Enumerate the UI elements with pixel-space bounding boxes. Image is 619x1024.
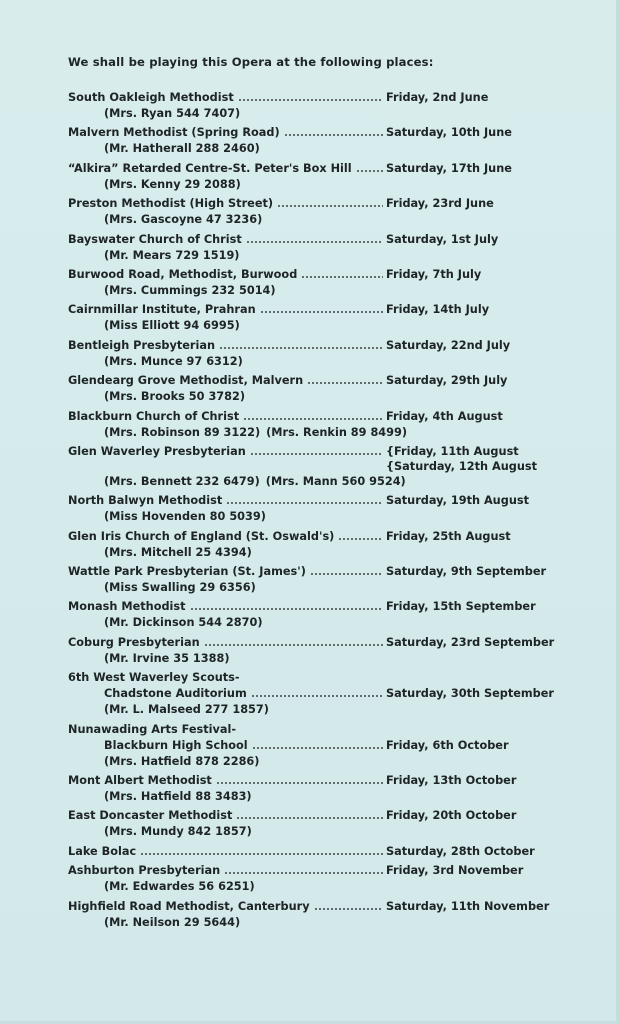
dot-leader xyxy=(204,643,383,647)
venue-name: Coburg Presbyterian xyxy=(68,635,200,649)
dot-leader xyxy=(356,169,383,173)
performance-date: Friday, 23rd June xyxy=(386,197,494,211)
venue-line xyxy=(68,338,568,354)
venue-entry xyxy=(68,722,568,770)
performance-date: Saturday, 10th June xyxy=(386,126,512,140)
contact-line xyxy=(68,283,568,299)
dot-leader xyxy=(226,501,383,505)
performance-date-2: {Saturday, 12th August xyxy=(386,459,538,473)
performance-date: Friday, 7th July xyxy=(386,267,482,281)
venue-name: South Oakleigh Methodist xyxy=(68,91,234,104)
venue-name: Burwood Road, Methodist, Burwood xyxy=(68,267,298,281)
dot-leader xyxy=(250,452,383,456)
venue-entry xyxy=(68,493,568,525)
venue-line xyxy=(68,493,568,509)
contact-line xyxy=(68,425,568,441)
contact-person: (Mr. Hatherall 288 2460) xyxy=(104,142,260,156)
performance-date: {Friday, 11th August xyxy=(386,444,519,458)
contact-line xyxy=(68,177,568,193)
performance-date: Saturday, 17th June xyxy=(386,161,512,175)
dot-leader xyxy=(284,133,383,137)
contact-line xyxy=(68,879,568,895)
contact-person: (Mrs. Kenny 29 2088) xyxy=(104,177,241,191)
venue-entry xyxy=(68,196,568,228)
dot-leader xyxy=(310,572,383,576)
venue-name: East Doncaster Methodist xyxy=(68,809,233,823)
performance-date: Saturday, 30th September xyxy=(386,687,554,701)
contact-line xyxy=(68,248,568,264)
contact-person: (Mrs. Mundy 842 1857) xyxy=(104,825,252,839)
dot-leader xyxy=(260,310,383,314)
venue-entry xyxy=(68,844,568,860)
performance-date: Friday, 14th July xyxy=(386,303,490,317)
venue-name: Glen Iris Church of England (St. Oswald's) xyxy=(68,529,335,543)
performance-date: Saturday, 23rd September xyxy=(386,635,555,649)
dot-leader xyxy=(301,275,383,279)
performance-date: Friday, 4th August xyxy=(386,409,503,423)
contact-line xyxy=(68,509,568,525)
venue-entry xyxy=(68,232,568,264)
performance-date: Saturday, 1st July xyxy=(386,232,499,246)
performance-date: Saturday, 9th September xyxy=(386,565,547,579)
performance-date: Friday, 13th October xyxy=(386,774,517,788)
venue-name: Glendearg Grove Methodist, Malvern xyxy=(68,374,304,388)
venue-entry xyxy=(68,90,568,122)
contact-person: (Mr. Irvine 35 1388) xyxy=(104,651,230,665)
venue-line xyxy=(68,564,568,580)
venue-name-part-1: Nunawading Arts Festival- xyxy=(68,722,237,736)
contact-person: (Mrs. Mann 560 9524) xyxy=(265,474,406,488)
dot-leader xyxy=(338,537,383,541)
performance-date: Saturday, 19th August xyxy=(386,494,529,508)
venue-name: Wattle Park Presbyterian (St. James') xyxy=(68,565,306,579)
venue-line xyxy=(68,232,568,248)
venue-line xyxy=(68,863,568,879)
contact-person: (Mrs. Renkin 89 8499) xyxy=(266,425,408,439)
venue-name: Cairnmillar Institute, Prahran xyxy=(68,303,256,317)
performance-date: Friday, 3rd November xyxy=(386,864,524,878)
contact-line xyxy=(68,318,568,334)
venue-entry xyxy=(68,863,568,895)
dot-leader xyxy=(238,98,383,102)
venue-name: Mont Albert Methodist xyxy=(68,774,212,788)
contact-line xyxy=(68,106,568,122)
venue-entry xyxy=(68,409,568,441)
venue-entry xyxy=(68,635,568,667)
performance-date: Saturday, 11th November xyxy=(386,899,550,913)
venue-line xyxy=(68,125,568,141)
page-heading: We shall be playing this Opera at the following places: xyxy=(68,55,434,69)
venue-entry xyxy=(68,373,568,405)
contact-line xyxy=(68,789,568,805)
venue-line xyxy=(68,529,568,545)
venue-name: North Balwyn Methodist xyxy=(68,494,223,508)
performance-date: Saturday, 28th October xyxy=(386,844,535,858)
dot-leader xyxy=(243,417,383,421)
venue-line xyxy=(68,444,568,460)
venue-entry xyxy=(68,670,568,718)
contact-line xyxy=(68,824,568,840)
venue-name: Blackburn High School xyxy=(104,738,248,752)
venue-entry xyxy=(68,808,568,840)
venue-name: Bayswater Church of Christ xyxy=(68,232,242,246)
venue-line xyxy=(68,599,568,615)
contact-person: (Mrs. Mitchell 25 4394) xyxy=(104,545,252,559)
contact-line xyxy=(68,615,568,631)
contact-person: (Mrs. Bennett 232 6479) xyxy=(104,474,260,488)
venue-line xyxy=(68,899,568,915)
venue-name: Chadstone Auditorium xyxy=(104,687,247,701)
venue-line xyxy=(68,373,568,389)
contact-line xyxy=(68,141,568,157)
venue-line xyxy=(68,302,568,318)
contact-line xyxy=(68,915,568,931)
performance-date: Friday, 15th September xyxy=(386,600,536,614)
venue-line xyxy=(68,635,568,651)
contact-line xyxy=(68,651,568,667)
contact-person: (Mrs. Hatfield 88 3483) xyxy=(104,790,252,804)
contact-person: (Mrs. Gascoyne 47 3236) xyxy=(104,213,263,227)
venue-line xyxy=(68,686,568,702)
dot-leader xyxy=(140,852,383,856)
contact-person: (Mrs. Ryan 544 7407) xyxy=(104,107,241,120)
venue-name-part-1: 6th West Waverley Scouts- xyxy=(68,671,240,685)
contact-person: (Miss Elliott 94 6995) xyxy=(104,319,240,333)
contact-person: (Mr. Mears 729 1519) xyxy=(104,248,240,262)
dot-leader xyxy=(307,381,383,385)
contact-line xyxy=(68,354,568,370)
venue-line xyxy=(68,773,568,789)
venue-entry xyxy=(68,773,568,805)
venue-entry xyxy=(68,267,568,299)
contact-person: (Mr. L. Malseed 277 1857) xyxy=(104,703,269,717)
venue-name: Lake Bolac xyxy=(68,844,137,858)
dot-leader xyxy=(236,816,383,820)
dot-leader xyxy=(216,781,383,785)
performance-date: Saturday, 29th July xyxy=(386,374,508,388)
performance-date: Friday, 2nd June xyxy=(386,91,489,104)
contact-person: (Mrs. Robinson 89 3122) xyxy=(104,425,261,439)
contact-person: (Mr. Neilson 29 5644) xyxy=(104,915,241,929)
contact-line xyxy=(68,389,568,405)
venue-entry xyxy=(68,899,568,931)
venue-line xyxy=(68,738,568,754)
venue-entry xyxy=(68,444,568,490)
contact-person: (Mrs. Hatfield 878 2286) xyxy=(104,754,260,768)
venue-line xyxy=(68,90,568,106)
venue-name: Bentleigh Presbyterian xyxy=(68,338,216,352)
venue-name-line-1 xyxy=(68,670,568,686)
contact-person: (Mrs. Cummings 232 5014) xyxy=(104,283,276,297)
dot-leader xyxy=(314,907,383,911)
dot-leader xyxy=(219,346,383,350)
venue-line xyxy=(68,161,568,177)
venue-name: Preston Methodist (High Street) xyxy=(68,197,274,211)
performance-date: Friday, 25th August xyxy=(386,529,511,543)
venue-name: Ashburton Presbyterian xyxy=(68,864,221,878)
venue-name: Malvern Methodist (Spring Road) xyxy=(68,126,280,140)
venue-entry xyxy=(68,599,568,631)
contact-line xyxy=(68,545,568,561)
venue-line xyxy=(68,196,568,212)
dot-leader xyxy=(246,240,383,244)
dot-leader xyxy=(252,746,383,750)
dot-leader xyxy=(251,694,383,698)
dot-leader xyxy=(190,607,383,611)
venue-name: Blackburn Church of Christ xyxy=(68,409,240,423)
contact-line xyxy=(68,212,568,228)
performance-date: Saturday, 22nd July xyxy=(386,338,511,352)
contact-person: (Miss Hovenden 80 5039) xyxy=(104,510,266,524)
performance-date: Friday, 6th October xyxy=(386,738,509,752)
contact-person: (Mrs. Brooks 50 3782) xyxy=(104,390,246,404)
dot-leader xyxy=(224,871,383,875)
venue-line xyxy=(68,844,568,860)
venue-entry xyxy=(68,564,568,596)
venue-list xyxy=(68,90,568,934)
contact-person: (Mrs. Munce 97 6312) xyxy=(104,354,243,368)
venue-entry xyxy=(68,161,568,193)
contact-person: (Mr. Edwardes 56 6251) xyxy=(104,880,255,894)
dot-leader xyxy=(277,204,383,208)
contact-person: (Mr. Dickinson 544 2870) xyxy=(104,616,263,630)
venue-line xyxy=(68,409,568,425)
venue-name-line-1 xyxy=(68,722,568,738)
venue-name: “Alkira” Retarded Centre-St. Peter's Box Hill xyxy=(68,161,352,175)
venue-line xyxy=(68,808,568,824)
performance-date: Friday, 20th October xyxy=(386,809,517,823)
venue-name: Monash Methodist xyxy=(68,600,186,614)
contact-line xyxy=(68,474,568,490)
venue-entry xyxy=(68,529,568,561)
contact-line xyxy=(68,580,568,596)
venue-entry xyxy=(68,338,568,370)
contact-line xyxy=(68,702,568,718)
contact-person: (Miss Swalling 29 6356) xyxy=(104,581,256,595)
venue-line xyxy=(68,267,568,283)
venue-entry xyxy=(68,302,568,334)
venue-name: Glen Waverley Presbyterian xyxy=(68,444,246,458)
contact-line xyxy=(68,754,568,770)
venue-entry xyxy=(68,125,568,157)
venue-name: Highfield Road Methodist, Canterbury xyxy=(68,899,310,913)
